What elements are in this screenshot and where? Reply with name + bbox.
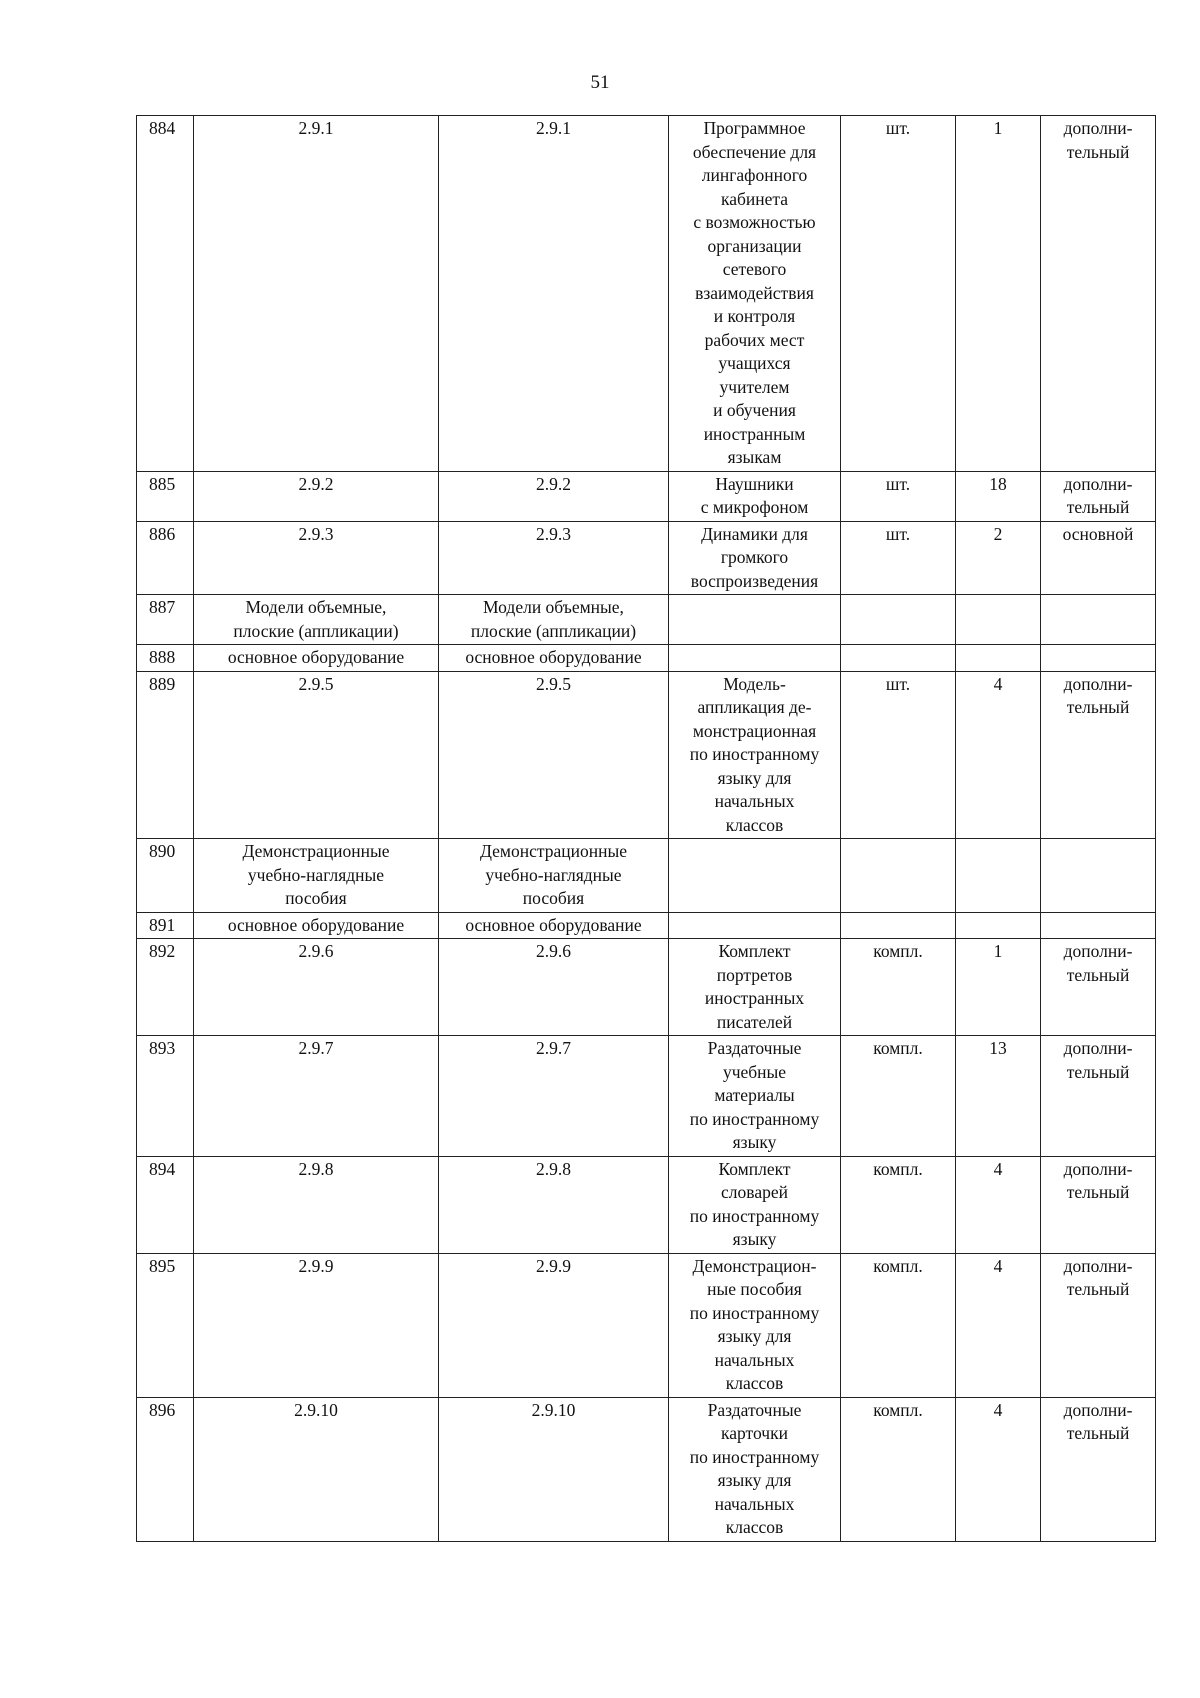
code-cell-b: 2.9.6 bbox=[439, 939, 669, 1036]
quantity-cell: 1 bbox=[956, 939, 1041, 1036]
unit-cell: компл. bbox=[841, 1397, 956, 1541]
item-name-cell: Комплект портретов иностранных писателей bbox=[669, 939, 841, 1036]
quantity-cell: 4 bbox=[956, 1253, 1041, 1397]
type-cell: дополни- тельный bbox=[1041, 471, 1156, 521]
row-number-cell: 891 bbox=[137, 912, 194, 939]
code-cell-b: 2.9.8 bbox=[439, 1156, 669, 1253]
quantity-cell bbox=[956, 595, 1041, 645]
type-cell bbox=[1041, 595, 1156, 645]
type-cell bbox=[1041, 839, 1156, 913]
code-cell-b: 2.9.2 bbox=[439, 471, 669, 521]
code-cell-b: 2.9.9 bbox=[439, 1253, 669, 1397]
quantity-cell: 4 bbox=[956, 1156, 1041, 1253]
item-name-cell: Наушники с микрофоном bbox=[669, 471, 841, 521]
type-cell: дополни- тельный bbox=[1041, 939, 1156, 1036]
equipment-table bbox=[136, 115, 1156, 1542]
unit-cell: шт. bbox=[841, 521, 956, 595]
table-row bbox=[137, 1397, 1156, 1541]
type-cell: дополни- тельный bbox=[1041, 116, 1156, 472]
item-name-cell: Раздаточные учебные материалы по иностранному языку bbox=[669, 1036, 841, 1157]
quantity-cell: 4 bbox=[956, 1397, 1041, 1541]
table-row bbox=[137, 939, 1156, 1036]
type-cell bbox=[1041, 645, 1156, 672]
table-row bbox=[137, 1036, 1156, 1157]
row-number-cell: 892 bbox=[137, 939, 194, 1036]
table-row bbox=[137, 1156, 1156, 1253]
code-cell-a: 2.9.1 bbox=[194, 116, 439, 472]
table-row bbox=[137, 912, 1156, 939]
row-number-cell: 893 bbox=[137, 1036, 194, 1157]
code-cell-a: Модели объемные, плоские (аппликации) bbox=[194, 595, 439, 645]
table-row bbox=[137, 645, 1156, 672]
type-cell: основной bbox=[1041, 521, 1156, 595]
row-number-cell: 886 bbox=[137, 521, 194, 595]
type-cell: дополни- тельный bbox=[1041, 1253, 1156, 1397]
table-row bbox=[137, 471, 1156, 521]
unit-cell bbox=[841, 595, 956, 645]
quantity-cell bbox=[956, 839, 1041, 913]
item-name-cell: Модель- аппликация де- монстрационная по иностранному языку для начальных классов bbox=[669, 671, 841, 839]
item-name-cell bbox=[669, 839, 841, 913]
code-cell-a: 2.9.9 bbox=[194, 1253, 439, 1397]
quantity-cell bbox=[956, 912, 1041, 939]
row-number-cell: 889 bbox=[137, 671, 194, 839]
row-number-cell: 894 bbox=[137, 1156, 194, 1253]
quantity-cell: 18 bbox=[956, 471, 1041, 521]
unit-cell: компл. bbox=[841, 1156, 956, 1253]
page-number: 51 bbox=[590, 72, 610, 93]
row-number-cell: 884 bbox=[137, 116, 194, 472]
code-cell-b: основное оборудование bbox=[439, 912, 669, 939]
unit-cell: шт. bbox=[841, 671, 956, 839]
code-cell-b: 2.9.7 bbox=[439, 1036, 669, 1157]
row-number-cell: 887 bbox=[137, 595, 194, 645]
quantity-cell: 13 bbox=[956, 1036, 1041, 1157]
item-name-cell: Комплект словарей по иностранному языку bbox=[669, 1156, 841, 1253]
item-name-cell bbox=[669, 645, 841, 672]
row-number-cell: 896 bbox=[137, 1397, 194, 1541]
quantity-cell bbox=[956, 645, 1041, 672]
code-cell-a: 2.9.3 bbox=[194, 521, 439, 595]
code-cell-b: Демонстрационные учебно-наглядные пособия bbox=[439, 839, 669, 913]
table-row bbox=[137, 671, 1156, 839]
code-cell-a: 2.9.6 bbox=[194, 939, 439, 1036]
table-row bbox=[137, 521, 1156, 595]
type-cell: дополни- тельный bbox=[1041, 671, 1156, 839]
code-cell-a: 2.9.5 bbox=[194, 671, 439, 839]
quantity-cell: 4 bbox=[956, 671, 1041, 839]
row-number-cell: 888 bbox=[137, 645, 194, 672]
unit-cell: компл. bbox=[841, 939, 956, 1036]
row-number-cell: 895 bbox=[137, 1253, 194, 1397]
table-body bbox=[137, 116, 1156, 1542]
code-cell-b: 2.9.3 bbox=[439, 521, 669, 595]
type-cell: дополни- тельный bbox=[1041, 1036, 1156, 1157]
table-row bbox=[137, 116, 1156, 472]
code-cell-a: Демонстрационные учебно-наглядные пособия bbox=[194, 839, 439, 913]
code-cell-b: Модели объемные, плоские (аппликации) bbox=[439, 595, 669, 645]
row-number-cell: 885 bbox=[137, 471, 194, 521]
item-name-cell bbox=[669, 595, 841, 645]
code-cell-b: 2.9.1 bbox=[439, 116, 669, 472]
item-name-cell: Динамики для громкого воспроизведения bbox=[669, 521, 841, 595]
code-cell-b: 2.9.10 bbox=[439, 1397, 669, 1541]
code-cell-a: 2.9.2 bbox=[194, 471, 439, 521]
item-name-cell: Раздаточные карточки по иностранному языку для начальных классов bbox=[669, 1397, 841, 1541]
item-name-cell: Демонстрацион- ные пособия по иностранному языку для начальных классов bbox=[669, 1253, 841, 1397]
code-cell-a: 2.9.7 bbox=[194, 1036, 439, 1157]
code-cell-a: 2.9.10 bbox=[194, 1397, 439, 1541]
table-row bbox=[137, 595, 1156, 645]
code-cell-a: основное оборудование bbox=[194, 912, 439, 939]
unit-cell: шт. bbox=[841, 116, 956, 472]
code-cell-a: основное оборудование bbox=[194, 645, 439, 672]
type-cell bbox=[1041, 912, 1156, 939]
code-cell-b: основное оборудование bbox=[439, 645, 669, 672]
item-name-cell bbox=[669, 912, 841, 939]
unit-cell bbox=[841, 645, 956, 672]
table-row bbox=[137, 1253, 1156, 1397]
code-cell-b: 2.9.5 bbox=[439, 671, 669, 839]
unit-cell bbox=[841, 839, 956, 913]
type-cell: дополни- тельный bbox=[1041, 1397, 1156, 1541]
quantity-cell: 2 bbox=[956, 521, 1041, 595]
unit-cell: компл. bbox=[841, 1253, 956, 1397]
unit-cell bbox=[841, 912, 956, 939]
quantity-cell: 1 bbox=[956, 116, 1041, 472]
unit-cell: шт. bbox=[841, 471, 956, 521]
row-number-cell: 890 bbox=[137, 839, 194, 913]
unit-cell: компл. bbox=[841, 1036, 956, 1157]
item-name-cell: Программное обеспечение для лингафонного кабинета с возможностью организации сетевого взаимодействия и контроля рабочих мест учащихся учителем и обучения иностранным языкам bbox=[669, 116, 841, 472]
type-cell: дополни- тельный bbox=[1041, 1156, 1156, 1253]
table-row bbox=[137, 839, 1156, 913]
code-cell-a: 2.9.8 bbox=[194, 1156, 439, 1253]
